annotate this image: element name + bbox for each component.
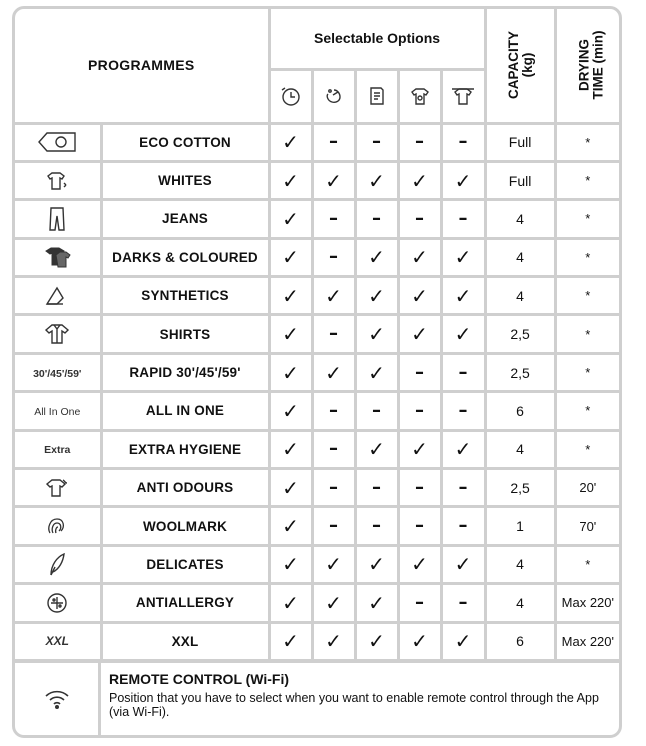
option-check: ✓ xyxy=(355,161,398,199)
remote-control-title: REMOTE CONTROL (Wi-Fi) xyxy=(109,671,290,687)
option-dash: – xyxy=(355,507,398,545)
capacity-value: 4 xyxy=(485,238,555,276)
option-dash: – xyxy=(398,507,441,545)
option-dash: – xyxy=(398,584,441,622)
option-check: ✓ xyxy=(269,123,312,161)
synthetics-icon xyxy=(15,277,101,315)
option-check: ✓ xyxy=(269,238,312,276)
option-check: ✓ xyxy=(398,161,441,199)
option-dash: – xyxy=(355,123,398,161)
option-check: ✓ xyxy=(441,430,485,468)
option-check: ✓ xyxy=(269,545,312,583)
drying-value: * xyxy=(555,161,619,199)
option-check: ✓ xyxy=(355,315,398,353)
option-check: ✓ xyxy=(269,161,312,199)
table-row xyxy=(15,277,619,315)
option-dash: – xyxy=(312,392,355,430)
option-check: ✓ xyxy=(269,622,312,660)
capacity-value: 1 xyxy=(485,507,555,545)
shirts-icon xyxy=(15,315,101,353)
extra-hygiene-icon xyxy=(15,430,101,468)
capacity-header-line1: CAPACITY xyxy=(505,31,521,100)
whites-icon xyxy=(15,161,101,199)
option-check: ✓ xyxy=(398,238,441,276)
drying-header-line1: DRYING xyxy=(576,39,592,92)
capacity-header xyxy=(485,9,555,123)
eco-cotton-icon xyxy=(15,123,101,161)
drying-value: * xyxy=(555,353,619,391)
table-row xyxy=(15,430,619,468)
option-check: ✓ xyxy=(269,584,312,622)
anti-odours-icon xyxy=(15,469,101,507)
remote-control-description: Position that you have to select when you want to enable remote control through the App (via Wi-Fi). xyxy=(109,691,599,719)
drying-value: * xyxy=(555,200,619,238)
option-dash: – xyxy=(355,469,398,507)
capacity-value: 2,5 xyxy=(485,353,555,391)
option-dash: – xyxy=(355,200,398,238)
option-dash: – xyxy=(398,123,441,161)
notepad-icon xyxy=(355,69,398,123)
drying-value: * xyxy=(555,315,619,353)
capacity-value: 4 xyxy=(485,584,555,622)
option-check: ✓ xyxy=(269,392,312,430)
programme-name: XXL xyxy=(101,622,269,660)
option-dash: – xyxy=(441,123,485,161)
option-dash: – xyxy=(441,469,485,507)
table-row xyxy=(15,622,619,660)
selectable-options-header: Selectable Options xyxy=(269,9,485,69)
option-check: ✓ xyxy=(355,430,398,468)
table-row xyxy=(15,238,619,276)
drying-value: * xyxy=(555,238,619,276)
option-check: ✓ xyxy=(269,277,312,315)
option-check: ✓ xyxy=(312,161,355,199)
option-dash: – xyxy=(312,238,355,276)
option-dash: – xyxy=(312,123,355,161)
darks-icon xyxy=(15,238,101,276)
drying-value: 70' xyxy=(555,507,619,545)
table-row xyxy=(15,200,619,238)
option-dash: – xyxy=(312,200,355,238)
dry-shirt-icon xyxy=(441,69,485,123)
drying-time-header xyxy=(555,9,619,123)
option-check: ✓ xyxy=(398,315,441,353)
option-check: ✓ xyxy=(312,353,355,391)
capacity-value: Full xyxy=(485,123,555,161)
drying-value: * xyxy=(555,392,619,430)
option-check: ✓ xyxy=(269,430,312,468)
capacity-value: 6 xyxy=(485,622,555,660)
table-row xyxy=(15,315,619,353)
wash-shirt-icon xyxy=(398,69,441,123)
remote-control-section xyxy=(15,660,619,735)
option-check: ✓ xyxy=(441,315,485,353)
option-dash: – xyxy=(398,392,441,430)
capacity-value: 6 xyxy=(485,392,555,430)
option-dash: – xyxy=(312,469,355,507)
capacity-value: 2,5 xyxy=(485,315,555,353)
table-row xyxy=(15,545,619,583)
option-dash: – xyxy=(312,430,355,468)
option-check: ✓ xyxy=(441,238,485,276)
xxl-icon-label: XXL xyxy=(45,634,69,649)
option-check: ✓ xyxy=(441,277,485,315)
table-row xyxy=(15,507,619,545)
table-row xyxy=(15,353,619,391)
option-dash: – xyxy=(441,200,485,238)
capacity-value: 4 xyxy=(485,430,555,468)
option-check: ✓ xyxy=(398,545,441,583)
option-check: ✓ xyxy=(398,277,441,315)
drying-value: 20' xyxy=(555,469,619,507)
option-check: ✓ xyxy=(355,545,398,583)
stain-icon xyxy=(312,69,355,123)
table-row xyxy=(15,123,619,161)
option-check: ✓ xyxy=(312,545,355,583)
capacity-value: 2,5 xyxy=(485,469,555,507)
option-check: ✓ xyxy=(355,353,398,391)
programme-name: SYNTHETICS xyxy=(101,277,269,315)
drying-value: Max 220' xyxy=(555,584,619,622)
all-in-one-icon-label: All In One xyxy=(34,405,81,418)
programme-name: WOOLMARK xyxy=(101,507,269,545)
option-dash: – xyxy=(398,353,441,391)
option-check: ✓ xyxy=(269,315,312,353)
programme-name: ECO COTTON xyxy=(101,123,269,161)
programme-name: EXTRA HYGIENE xyxy=(101,430,269,468)
programme-name: JEANS xyxy=(101,200,269,238)
option-check: ✓ xyxy=(398,430,441,468)
option-check: ✓ xyxy=(312,277,355,315)
programmes-header: PROGRAMMES xyxy=(15,9,269,123)
option-check: ✓ xyxy=(269,469,312,507)
programme-name: ALL IN ONE xyxy=(101,392,269,430)
programme-name: ANTI ODOURS xyxy=(101,469,269,507)
programme-name: RAPID 30'/45'/59' xyxy=(101,353,269,391)
option-check: ✓ xyxy=(312,622,355,660)
option-check: ✓ xyxy=(441,622,485,660)
option-dash: – xyxy=(312,315,355,353)
programme-name: SHIRTS xyxy=(101,315,269,353)
option-dash: – xyxy=(441,353,485,391)
option-check: ✓ xyxy=(398,622,441,660)
option-check: ✓ xyxy=(355,238,398,276)
timer-icon xyxy=(269,69,312,123)
option-check: ✓ xyxy=(269,353,312,391)
programme-table xyxy=(15,9,619,662)
rapid-icon-label: 30'/45'/59' xyxy=(33,367,82,380)
capacity-value: 4 xyxy=(485,545,555,583)
drying-header-line2: TIME (min) xyxy=(590,30,606,100)
woolmark-icon xyxy=(15,507,101,545)
option-check: ✓ xyxy=(441,545,485,583)
table-row xyxy=(15,584,619,622)
table-row xyxy=(15,469,619,507)
option-check: ✓ xyxy=(441,161,485,199)
option-dash: – xyxy=(398,200,441,238)
option-check: ✓ xyxy=(355,277,398,315)
programme-name: DARKS & COLOURED xyxy=(101,238,269,276)
table-row xyxy=(15,161,619,199)
all-in-one-icon xyxy=(15,392,101,430)
drying-value: * xyxy=(555,430,619,468)
wifi-icon xyxy=(15,663,101,735)
option-check: ✓ xyxy=(355,584,398,622)
programme-table-frame xyxy=(12,6,622,738)
capacity-header-line2: (kg) xyxy=(519,52,535,78)
capacity-value: 4 xyxy=(485,277,555,315)
option-dash: – xyxy=(355,392,398,430)
option-dash: – xyxy=(398,469,441,507)
xxl-icon xyxy=(15,622,101,660)
drying-value: * xyxy=(555,123,619,161)
option-check: ✓ xyxy=(269,200,312,238)
programme-name: DELICATES xyxy=(101,545,269,583)
drying-value: * xyxy=(555,545,619,583)
delicates-icon xyxy=(15,545,101,583)
option-dash: – xyxy=(441,392,485,430)
jeans-icon xyxy=(15,200,101,238)
option-check: ✓ xyxy=(269,507,312,545)
table-row xyxy=(15,392,619,430)
capacity-value: 4 xyxy=(485,200,555,238)
programme-name: WHITES xyxy=(101,161,269,199)
capacity-value: Full xyxy=(485,161,555,199)
drying-value: Max 220' xyxy=(555,622,619,660)
option-check: ✓ xyxy=(312,584,355,622)
antiallergy-icon xyxy=(15,584,101,622)
option-dash: – xyxy=(441,584,485,622)
rapid-icon xyxy=(15,353,101,391)
programme-name: ANTIALLERGY xyxy=(101,584,269,622)
drying-value: * xyxy=(555,277,619,315)
extra-hygiene-icon-label: Extra xyxy=(44,444,71,457)
option-dash: – xyxy=(312,507,355,545)
option-dash: – xyxy=(441,507,485,545)
option-check: ✓ xyxy=(355,622,398,660)
